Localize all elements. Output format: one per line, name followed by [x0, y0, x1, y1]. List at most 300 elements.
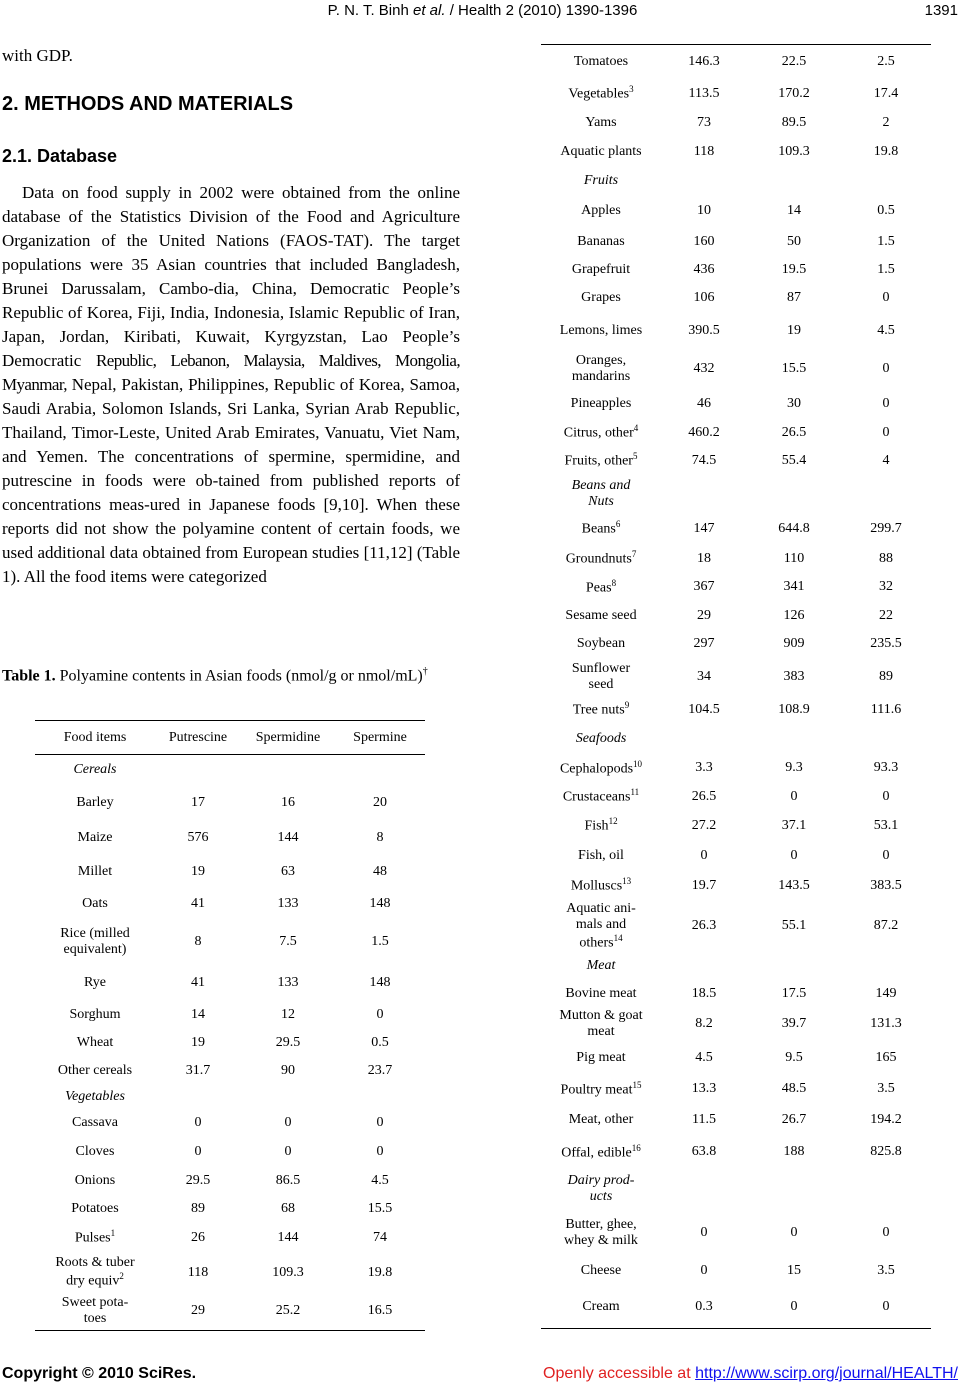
category-row [35, 1085, 425, 1109]
header-spermine: Spermine [353, 729, 407, 745]
footnote-mark: 4 [633, 423, 639, 434]
spermidine-value: 39.7 [781, 1016, 807, 1032]
spermine-value: 19.8 [873, 143, 899, 159]
spermidine-value: 86.5 [275, 1172, 301, 1188]
spermidine-value: 170.2 [778, 85, 810, 101]
spermine-value: 148 [369, 895, 391, 911]
putrescine-value: 26.5 [691, 788, 717, 804]
table-row [541, 630, 931, 658]
category-label: Fruits [583, 172, 619, 188]
putrescine-value: 8 [194, 933, 202, 949]
spermine-value: 4.5 [877, 322, 895, 338]
putrescine-value: 19.7 [691, 877, 717, 893]
spermidine-value: 109.3 [778, 143, 810, 159]
footnote-mark: 11 [630, 787, 640, 798]
footnote-mark: 3 [629, 84, 634, 95]
spermine-value: 0 [882, 1298, 890, 1314]
spermine-value: 194.2 [870, 1112, 902, 1128]
spermine-value: 32 [879, 579, 893, 594]
putrescine-value: 436 [693, 262, 715, 277]
spermidine-value: 50 [787, 233, 801, 249]
food-item-cell: Tree nuts$^9$ [572, 700, 630, 718]
spermidine-value: 341 [783, 579, 805, 594]
putrescine-value: 13.3 [691, 1081, 717, 1097]
putrescine-value: 19 [191, 1034, 205, 1050]
table-row [541, 513, 931, 545]
spermine-value: 20 [373, 794, 387, 810]
spermine-value: 1.5 [877, 262, 895, 277]
putrescine-value: 18.5 [691, 985, 717, 1001]
journal-link[interactable]: http://www.scirp.org/journal/HEALTH/ [695, 1365, 958, 1382]
category-row [541, 475, 931, 513]
spermine-value: 0 [376, 1143, 384, 1159]
footnote-mark: 9 [624, 700, 630, 711]
food-item-cell: Sorghum [69, 1006, 121, 1022]
table-row [541, 1210, 931, 1256]
spermidine-value: 144 [277, 1229, 299, 1245]
spermine-value: 149 [875, 985, 897, 1001]
et-al: et al. [413, 2, 446, 19]
food-item-cell: Tomatoes [573, 53, 629, 69]
table-row [541, 696, 931, 724]
spermine-value: 74 [373, 1229, 387, 1245]
putrescine-value: 0 [700, 1225, 708, 1241]
spermidine-value: 55.1 [781, 917, 807, 933]
subsection-heading: 2.1. Database [2, 146, 118, 166]
paragraph-text: Data on food supply in 2002 were obtained from the online database of the Statistics Division of the Food and Agriculture Organization of the United Nations (FAOS-TAT). The target populations were 35 Asian countries that included Bangladesh, Brunei Darussalam, Cambo-dia, China, Democratic People’s Republic of Korea, Fiji, India, Indonesia, Islamic Republic of Iran, Japan, Jordan, Kiribati, Kuwait, Kyrgyzstan, Lao People’s Democratic Republic, Lebanon, Malaysia, Maldives, Mongolia, Myanmar, Nepal, Pakistan, Philippines, Republic of Korea, Samoa, Saudi Arabia, Solomon Islands, Sri Lanka, Syrian Arab Republic, Thailand, Timor-Leste, United Arab Emirates, Vanuatu, Viet Nam, and Yemen. The concentrations of spermine, spermidine, and putrescine in foods were ob-tained from published reports of concentrations meas-ured in Japanese foods [9,10]. When these reports did not show the polyamine content of certain foods, we used additional data obtained from European studies [11,12] (Table 1). All the food items were categorized [2, 183, 461, 586]
spermine-value: 383.5 [870, 877, 902, 893]
spermine-value: 1.5 [371, 933, 389, 949]
putrescine-value: 14 [191, 1006, 205, 1022]
spermidine-value: 644.8 [778, 520, 810, 536]
spermine-value: 0 [882, 424, 890, 440]
putrescine-value: 0 [700, 847, 708, 863]
putrescine-value: 8.2 [695, 1016, 713, 1032]
putrescine-value: 41 [191, 895, 205, 911]
spermidine-value: 19 [787, 322, 801, 338]
spermidine-value: 133 [277, 974, 299, 990]
putrescine-value: 0 [700, 1263, 708, 1279]
category-label: Meat [586, 958, 616, 974]
spermine-value: 4 [882, 452, 890, 468]
food-item-cell: Poultry meat$^{15}$ [560, 1079, 642, 1098]
table-row [541, 389, 931, 419]
footnote-mark: 14 [613, 932, 623, 943]
journal-ref: / Health 2 (2010) 1390-1396 [449, 2, 638, 19]
spermine-value: 88 [879, 550, 893, 566]
table-row [35, 1057, 425, 1085]
footnote-mark: 13 [622, 876, 632, 887]
table-row [541, 871, 931, 901]
spermidine-value: 15 [787, 1263, 801, 1279]
food-item-cell: Bananas [577, 233, 625, 249]
carryover-text: with GDP. [2, 46, 73, 65]
spermine-value: 0 [882, 1225, 890, 1241]
spermidine-value: 0 [284, 1143, 292, 1159]
food-item-cell: Rye [84, 974, 106, 990]
table-row [541, 1136, 931, 1168]
spermine-value: 0 [376, 1006, 384, 1022]
spermidine-value: 30 [787, 395, 801, 411]
spermine-value: 22 [879, 607, 893, 623]
food-item-cell: Citrus, other$^4$ [563, 423, 639, 441]
food-item-cell: Crustaceans$^{11}$ [562, 787, 640, 805]
putrescine-value: 63.8 [691, 1144, 717, 1160]
polyamine-table-part-1 [35, 720, 425, 1331]
putrescine-value: 3.3 [695, 760, 713, 775]
category-label: Seafoods [575, 730, 627, 746]
table-row [541, 313, 931, 349]
header-food-items: Food items [63, 729, 127, 745]
putrescine-value: 390.5 [688, 322, 720, 338]
food-item-cell: Pineapples [570, 395, 632, 411]
putrescine-value: 31.7 [185, 1062, 211, 1078]
putrescine-value: 432 [693, 360, 715, 376]
spermidine-value: 143.5 [778, 877, 810, 893]
food-item-cell: Wheat [76, 1034, 114, 1050]
table-row [541, 545, 931, 573]
table-caption [2, 661, 460, 687]
table-row [541, 981, 931, 1006]
putrescine-value: 0 [194, 1114, 202, 1130]
spermidine-value: 109.3 [272, 1264, 304, 1280]
spermine-value: 16.5 [367, 1303, 393, 1319]
food-item-cell: Aquatic plants [560, 143, 642, 159]
table-row [541, 602, 931, 630]
footnote-mark: 1 [110, 1228, 116, 1239]
spermine-value: 825.8 [870, 1144, 902, 1160]
spermidine-value: 133 [277, 895, 299, 911]
table-row [541, 573, 931, 602]
table-row [541, 79, 931, 109]
table-header-row [35, 721, 425, 755]
putrescine-value: 41 [191, 974, 205, 990]
food-item-cell: Peas$^8$ [585, 577, 617, 596]
putrescine-value: 104.5 [688, 701, 720, 717]
putrescine-value: 27.2 [691, 817, 717, 833]
putrescine-value: 46 [697, 395, 711, 411]
footnote-mark: 16 [631, 1142, 641, 1153]
spermine-value: 3.5 [877, 1081, 895, 1097]
food-item-cell: Barley [76, 794, 114, 810]
spermine-value: 299.7 [870, 520, 902, 536]
food-item-cell: Sesame seed [565, 607, 637, 623]
food-item-cell: Bovine meat [565, 985, 637, 1001]
header-putrescine: Putrescine [168, 729, 228, 745]
food-item-cell: Lemons, limes [559, 322, 643, 338]
table-label: Table 1. [2, 667, 56, 685]
spermine-value: 19.8 [367, 1264, 393, 1280]
spermidine-value: 110 [783, 550, 805, 566]
spermidine-value: 29.5 [275, 1034, 301, 1050]
table-row [541, 841, 931, 871]
table-row [541, 196, 931, 227]
spermidine-value: 16 [281, 794, 295, 810]
category-row [541, 166, 931, 196]
putrescine-value: 460.2 [688, 424, 720, 440]
table-row [35, 1001, 425, 1029]
spermidine-value: 383 [783, 668, 805, 684]
food-item-cell: Sweet pota- toes [61, 1295, 129, 1327]
putrescine-value: 118 [693, 143, 715, 159]
putrescine-value: 118 [187, 1264, 209, 1280]
spermidine-value: 68 [281, 1200, 295, 1216]
footnote-mark: 2 [119, 1271, 124, 1282]
copyright-notice: Copyright © 2010 SciRes. [2, 1365, 197, 1382]
spermine-value: 0 [882, 395, 890, 411]
authors: P. N. T. Binh [327, 2, 409, 19]
spermidine-value: 188 [783, 1144, 805, 1160]
putrescine-value: 147 [693, 520, 715, 536]
spermidine-value: 19.5 [781, 262, 807, 277]
putrescine-value: 18 [697, 550, 711, 566]
table-row [541, 257, 931, 284]
putrescine-value: 160 [693, 233, 715, 249]
food-item-cell: Cheese [580, 1263, 622, 1279]
spermine-value: 4.5 [371, 1172, 389, 1188]
spermine-value: 89 [879, 668, 893, 684]
spermine-value: 131.3 [870, 1016, 902, 1032]
table-row [35, 1195, 425, 1223]
table-row [35, 1223, 425, 1253]
food-item-cell: Beans$^6$ [581, 519, 621, 537]
spermidine-value: 17.5 [781, 985, 807, 1001]
food-item-cell: Apples [581, 203, 621, 218]
putrescine-value: 73 [697, 115, 711, 130]
putrescine-value: 106 [693, 290, 715, 305]
spermine-value: 2 [882, 115, 890, 130]
table-caption-mark: † [422, 666, 428, 677]
table-row [541, 1042, 931, 1074]
table-row [35, 1253, 425, 1293]
spermidine-value: 15.5 [781, 360, 807, 376]
spermidine-value: 14 [787, 203, 801, 218]
table-row [35, 1293, 425, 1331]
putrescine-value: 74.5 [691, 452, 717, 468]
spermine-value: 93.3 [873, 760, 899, 775]
table-row [541, 227, 931, 257]
food-item-cell: Cephalopods$^{10}$ [559, 758, 643, 777]
spermidine-value: 7.5 [279, 933, 297, 949]
food-item-cell: Vegetables$^3$ [568, 84, 634, 102]
table-row [541, 901, 931, 952]
food-item-cell: Cream [582, 1298, 620, 1314]
spermine-value: 0.5 [877, 203, 895, 218]
spermidine-value: 0 [284, 1114, 292, 1130]
spermidine-value: 63 [281, 863, 295, 879]
table-row [541, 1256, 931, 1286]
section-heading: 2. METHODS AND MATERIALS [2, 93, 294, 115]
spermine-value: 0 [376, 1114, 384, 1130]
footnote-mark: 8 [611, 577, 617, 588]
putrescine-value: 4.5 [695, 1050, 713, 1066]
category-row [541, 1168, 931, 1210]
table-row [541, 419, 931, 447]
category-label: Beans and Nuts [571, 477, 631, 509]
spermidine-value: 90 [281, 1062, 295, 1078]
food-item-cell: Cloves [75, 1143, 115, 1159]
spermine-value: 0 [882, 847, 890, 863]
spermine-value: 3.5 [877, 1263, 895, 1279]
spermine-value: 111.6 [870, 701, 902, 717]
putrescine-value: 17 [191, 794, 205, 810]
spermidine-value: 26.5 [781, 424, 807, 440]
putrescine-value: 0.3 [695, 1298, 713, 1314]
spermidine-value: 9.3 [785, 760, 803, 775]
food-item-cell: Molluscs$^{13}$ [570, 876, 632, 894]
database-paragraph [2, 181, 460, 589]
spermidine-value: 48.5 [781, 1081, 807, 1097]
putrescine-value: 89 [191, 1200, 205, 1216]
food-item-cell: Onions [74, 1172, 116, 1188]
spermidine-value: 108.9 [778, 701, 810, 717]
table-row [35, 785, 425, 821]
food-item-cell: Yams [585, 115, 617, 130]
food-item-cell: Fruits, other$^5$ [564, 451, 638, 469]
putrescine-value: 113.5 [688, 85, 720, 101]
spermidine-value: 25.2 [275, 1303, 301, 1319]
spermidine-value: 144 [277, 829, 299, 845]
table-row [541, 658, 931, 696]
spermine-value: 165 [875, 1050, 897, 1066]
food-item-cell: Other cereals [57, 1062, 133, 1078]
footnote-mark: 6 [615, 519, 621, 530]
food-item-cell: Sunflower seed [571, 660, 631, 692]
spermine-value: 8 [376, 829, 384, 845]
food-item-cell: Pig meat [576, 1050, 626, 1066]
spermine-value: 53.1 [873, 817, 899, 833]
putrescine-value: 29 [697, 607, 711, 623]
spermidine-value: 9.5 [785, 1050, 803, 1066]
spermine-value: 17.4 [873, 85, 899, 101]
spermine-value: 2.5 [877, 53, 895, 69]
open-access-notice: Openly accessible at http://www.scirp.org/journal/HEALTH/ [543, 1365, 958, 1382]
spermine-value: 48 [373, 863, 387, 879]
food-item-cell: Fish, oil [578, 847, 624, 863]
putrescine-value: 29.5 [185, 1172, 211, 1188]
food-item-cell: Rice (milled equivalent) [60, 925, 130, 957]
spermidine-value: 55.4 [781, 452, 807, 468]
food-item-cell: Oats [82, 895, 108, 911]
category-row [35, 755, 425, 785]
category-row [541, 724, 931, 754]
putrescine-value: 26 [191, 1229, 205, 1245]
putrescine-value: 34 [697, 668, 711, 684]
table-caption-text: Polyamine contents in Asian foods (nmol/g or nmol/mL) [55, 667, 423, 685]
table-row [541, 1104, 931, 1136]
spermidine-value: 26.7 [781, 1112, 807, 1128]
spermidine-value: 126 [783, 607, 805, 623]
spermidine-value: 0 [790, 1298, 798, 1314]
table-row [541, 1286, 931, 1328]
table-row [35, 821, 425, 855]
spermidine-value: 12 [281, 1006, 295, 1022]
spermine-value: 148 [369, 974, 391, 990]
food-item-cell: Aquatic ani- mals and others$^{14}$ [566, 900, 636, 951]
footnote-mark: 12 [608, 816, 618, 827]
spermidine-value: 87 [787, 290, 801, 305]
food-item-cell: Soybean [576, 635, 626, 651]
page-footer [0, 1363, 965, 1387]
spermidine-value: 89.5 [781, 115, 807, 130]
spermine-value: 235.5 [870, 635, 902, 651]
table-row [541, 284, 931, 313]
putrescine-value: 367 [693, 579, 715, 594]
spermine-value: 0 [882, 788, 890, 804]
food-item-cell: Millet [77, 863, 113, 879]
category-row [541, 951, 931, 981]
table-row [541, 783, 931, 811]
category-label: Vegetables [65, 1088, 125, 1104]
table-row [35, 1137, 425, 1167]
food-item-cell: Groundnuts$^7$ [565, 549, 637, 567]
table-row [541, 138, 931, 166]
spermidine-value: 0 [790, 1225, 798, 1241]
putrescine-value: 10 [697, 203, 711, 218]
table-row [35, 855, 425, 889]
table-row [35, 1167, 425, 1195]
table-row [35, 965, 425, 1001]
table-row [541, 1074, 931, 1104]
spermine-value: 0.5 [371, 1034, 389, 1050]
spermine-value: 87.2 [873, 917, 899, 933]
putrescine-value: 0 [194, 1143, 202, 1159]
category-label: Cereals [73, 761, 117, 777]
putrescine-value: 297 [693, 635, 715, 651]
food-item-cell: Pulses$^1$ [74, 1228, 116, 1246]
food-item-cell: Mutton & goat meat [559, 1008, 643, 1040]
footnote-mark: 15 [632, 1079, 642, 1090]
table-row [541, 754, 931, 783]
table-row [541, 811, 931, 841]
food-item-cell: Maize [77, 829, 113, 845]
spermidine-value: 909 [783, 635, 805, 651]
food-item-cell: Oranges, mandarins [571, 352, 631, 384]
spermine-value: 1.5 [877, 233, 895, 249]
table-row [541, 349, 931, 389]
spermine-value: 0 [882, 290, 890, 305]
putrescine-value: 146.3 [688, 53, 720, 69]
table-row [541, 1006, 931, 1042]
table-row [541, 45, 931, 79]
food-item-cell: Cassava [72, 1114, 118, 1130]
spermine-value: 0 [882, 360, 890, 376]
food-item-cell: Roots & tuber dry equiv$^2$ [55, 1255, 135, 1289]
category-label: Dairy prod- ucts [567, 1173, 635, 1205]
running-head [0, 1, 965, 21]
food-item-cell: Fish$^{12}$ [584, 816, 618, 834]
spermine-value: 15.5 [367, 1200, 393, 1216]
spermidine-value: 22.5 [781, 53, 807, 69]
footnote-mark: 5 [632, 451, 638, 462]
table-row [35, 1029, 425, 1057]
putrescine-value: 576 [187, 829, 209, 845]
putrescine-value: 19 [191, 863, 205, 879]
food-item-cell: Grapes [581, 290, 621, 305]
table-row [35, 889, 425, 919]
journal-citation [0, 2, 965, 19]
spermidine-value: 0 [790, 788, 798, 804]
table-row [35, 1109, 425, 1137]
footnote-mark: 10 [633, 758, 643, 769]
spermine-value: 23.7 [367, 1062, 393, 1078]
food-item-cell: Butter, ghee, whey & milk [564, 1217, 638, 1249]
page-number: 1391 [924, 2, 958, 19]
food-item-cell: Potatoes [71, 1200, 119, 1216]
food-item-cell: Grapefruit [571, 262, 631, 277]
putrescine-value: 26.3 [691, 917, 717, 933]
table-row [35, 919, 425, 965]
